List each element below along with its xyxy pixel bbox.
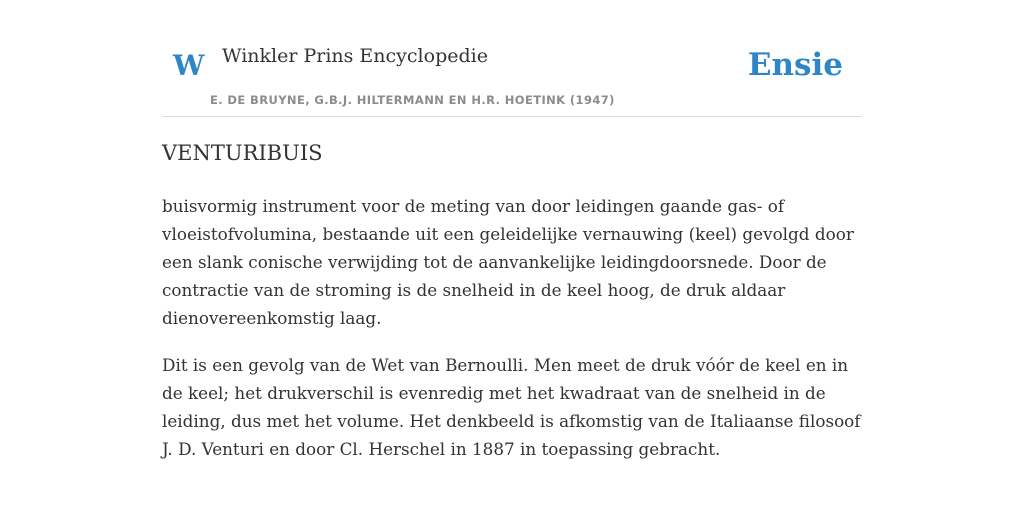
page bbox=[162, 0, 862, 512]
entry-body bbox=[162, 192, 862, 482]
entry-title: VENTURIBUIS bbox=[162, 141, 323, 165]
brand-logo[interactable]: Ensie bbox=[747, 47, 843, 83]
entry-paragraph: buisvormig instrument voor de meting van door leidingen gaande gas- of vloeistofvolumina, bestaande uit een geleidelijke vernauwing (keel) gevolgd door een slank conische verwijding tot de aanvankelijke leidingdoorsnede. Door de contractie van de stroming is de snelheid in de keel hoog, de druk aldaar dienovereenkomstig laag. bbox=[162, 196, 854, 328]
source-title[interactable]: Winkler Prins Encyclopedie bbox=[222, 45, 488, 67]
entry-paragraph: Dit is een gevolg van de Wet van Bernoulli. Men meet de druk vóór de keel en in de keel; het drukverschil is evenredig met het kwadraat van de snelheid in de leiding, dus met het volume. Het denkbeeld is afkomstig van de Italiaanse filosoof J. D. Venturi en door Cl. Herschel in 1887 in toepassing gebracht. bbox=[162, 355, 861, 459]
source-authors: E. DE BRUYNE, G.B.J. HILTERMANN EN H.R. HOETINK (1947) bbox=[210, 93, 615, 107]
source-header bbox=[162, 0, 862, 117]
source-logo-icon: W bbox=[173, 49, 205, 82]
